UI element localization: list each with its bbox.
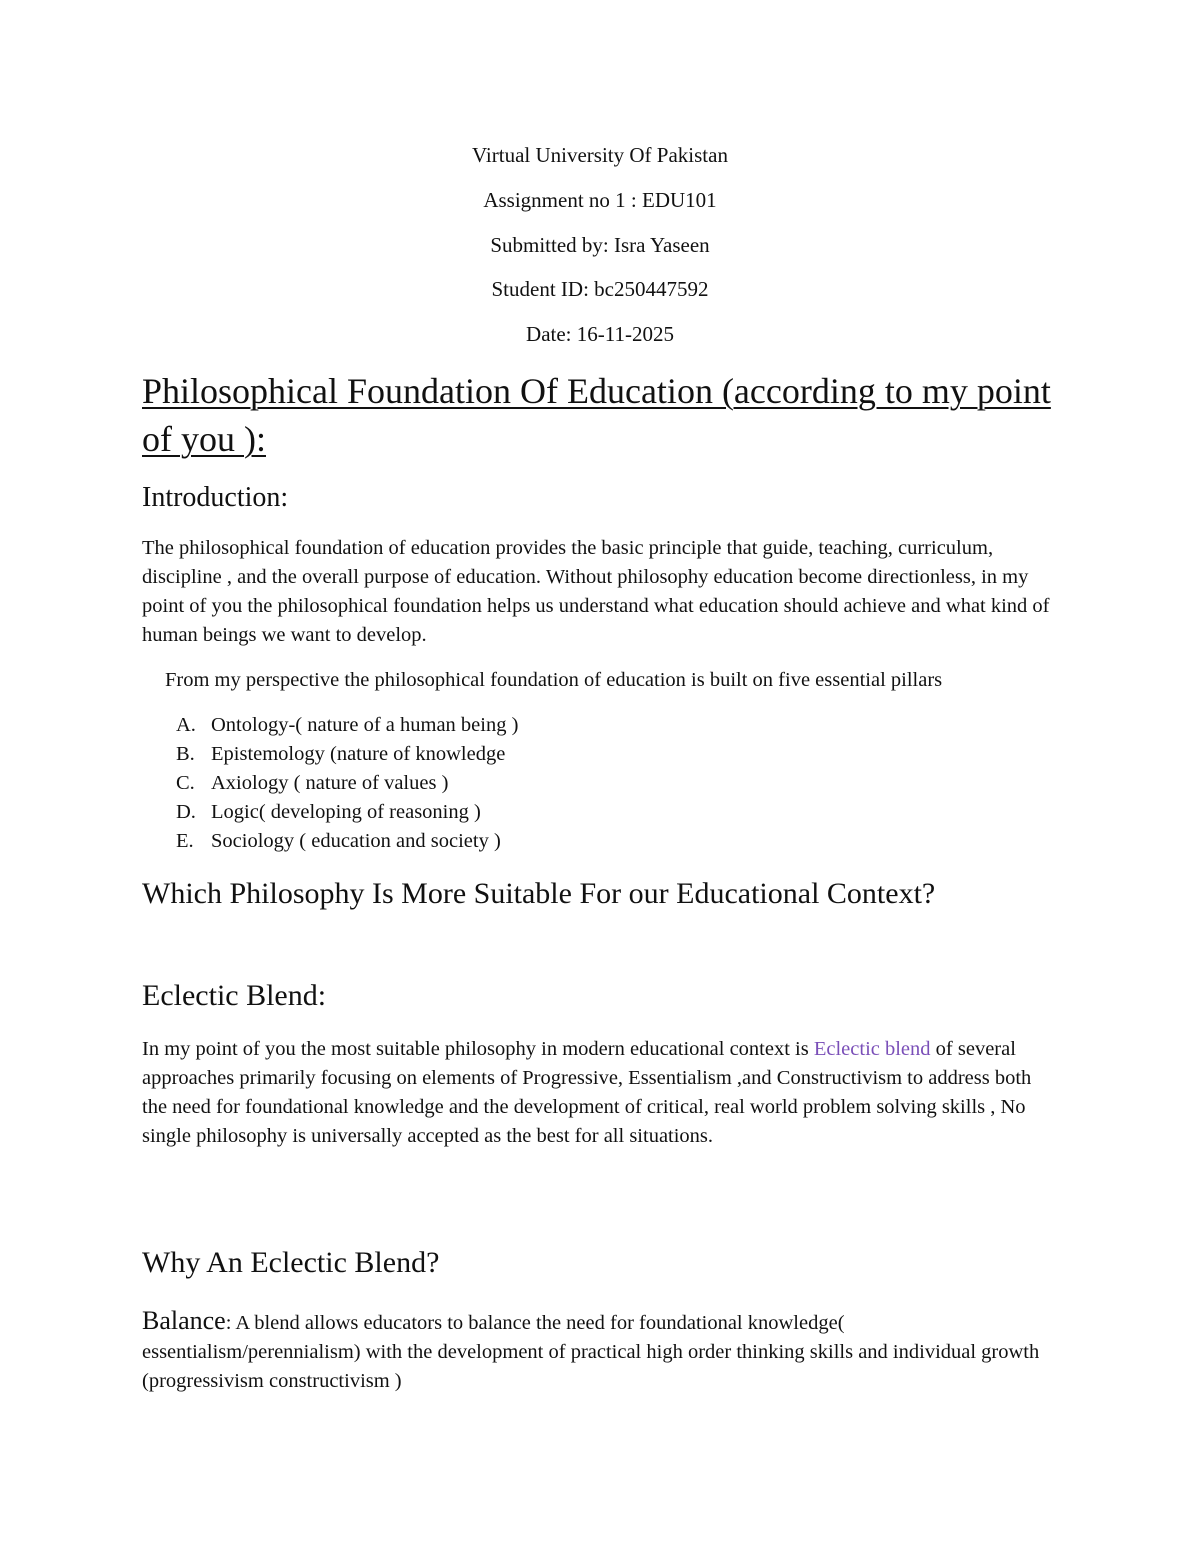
list-item: [176, 740, 518, 769]
student-id: Student ID: bc250447592: [491, 277, 709, 301]
list-item-text: Epistemology (nature of knowledge: [211, 743, 506, 765]
introduction-heading: Introduction:: [142, 482, 289, 513]
suitable-philosophy-heading: Which Philosophy Is More Suitable For our Educational Context?: [142, 877, 936, 910]
balance-paragraph: [142, 1306, 1042, 1396]
list-item-text: Ontology-( nature of a human being ): [211, 714, 519, 736]
assignment-number: Assignment no 1 : EDU101: [483, 188, 717, 212]
eclectic-paragraph: [142, 1035, 1057, 1151]
list-marker: E.: [176, 830, 194, 852]
list-marker: C.: [176, 772, 195, 794]
introduction-paragraph: The philosophical foundation of education provides the basic principle that guide, teaching, curriculum, discipline , and the overall purpose of education. Without philosophy education become directionless, in my point of you the philosophical foundation helps us understand what education should achieve and what kind of human beings we want to develop.: [142, 537, 1050, 646]
list-item: [176, 798, 518, 827]
pillars-intro: From my perspective the philosophical foundation of education is built on five essential pillars: [165, 669, 943, 691]
eclectic-blend-highlight: Eclectic blend: [813, 1038, 931, 1060]
list-item: [176, 711, 518, 740]
submitted-by: Submitted by: Isra Yaseen: [490, 233, 710, 257]
university-name: Virtual University Of Pakistan: [472, 143, 728, 167]
list-item-text: Axiology ( nature of values ): [211, 772, 449, 794]
eclectic-text-after: of several approaches primarily focusing on elements of Progressive, Essentialism ,and Constructivism to address both the need for foundational knowledge and the development of critical, real world problem solving skills , No single philosophy is universally accepted as the best for all situations.: [142, 1038, 1032, 1147]
why-eclectic-heading: Why An Eclectic Blend?: [142, 1246, 440, 1279]
list-marker: A.: [176, 714, 196, 736]
list-item: [176, 827, 518, 856]
pillars-list: [176, 711, 518, 856]
list-marker: D.: [176, 801, 196, 823]
balance-text: : A blend allows educators to balance the need for foundational knowledge( essentialism/perennialism) with the development of practical high order thinking skills and individual growth (progressivism constructivism ): [142, 1312, 1040, 1392]
eclectic-text-before: In my point of you the most suitable philosophy in modern educational context is: [142, 1038, 814, 1060]
balance-term: Balance: [142, 1306, 226, 1335]
list-item-text: Sociology ( education and society ): [211, 830, 501, 852]
list-item: [176, 769, 518, 798]
document-title: Philosophical Foundation Of Education (according to my point of you ):: [142, 371, 1051, 459]
eclectic-blend-heading: Eclectic Blend:: [142, 979, 327, 1012]
list-item-text: Logic( developing of reasoning ): [211, 801, 481, 823]
submission-date: Date: 16-11-2025: [526, 322, 674, 346]
list-marker: B.: [176, 743, 195, 765]
